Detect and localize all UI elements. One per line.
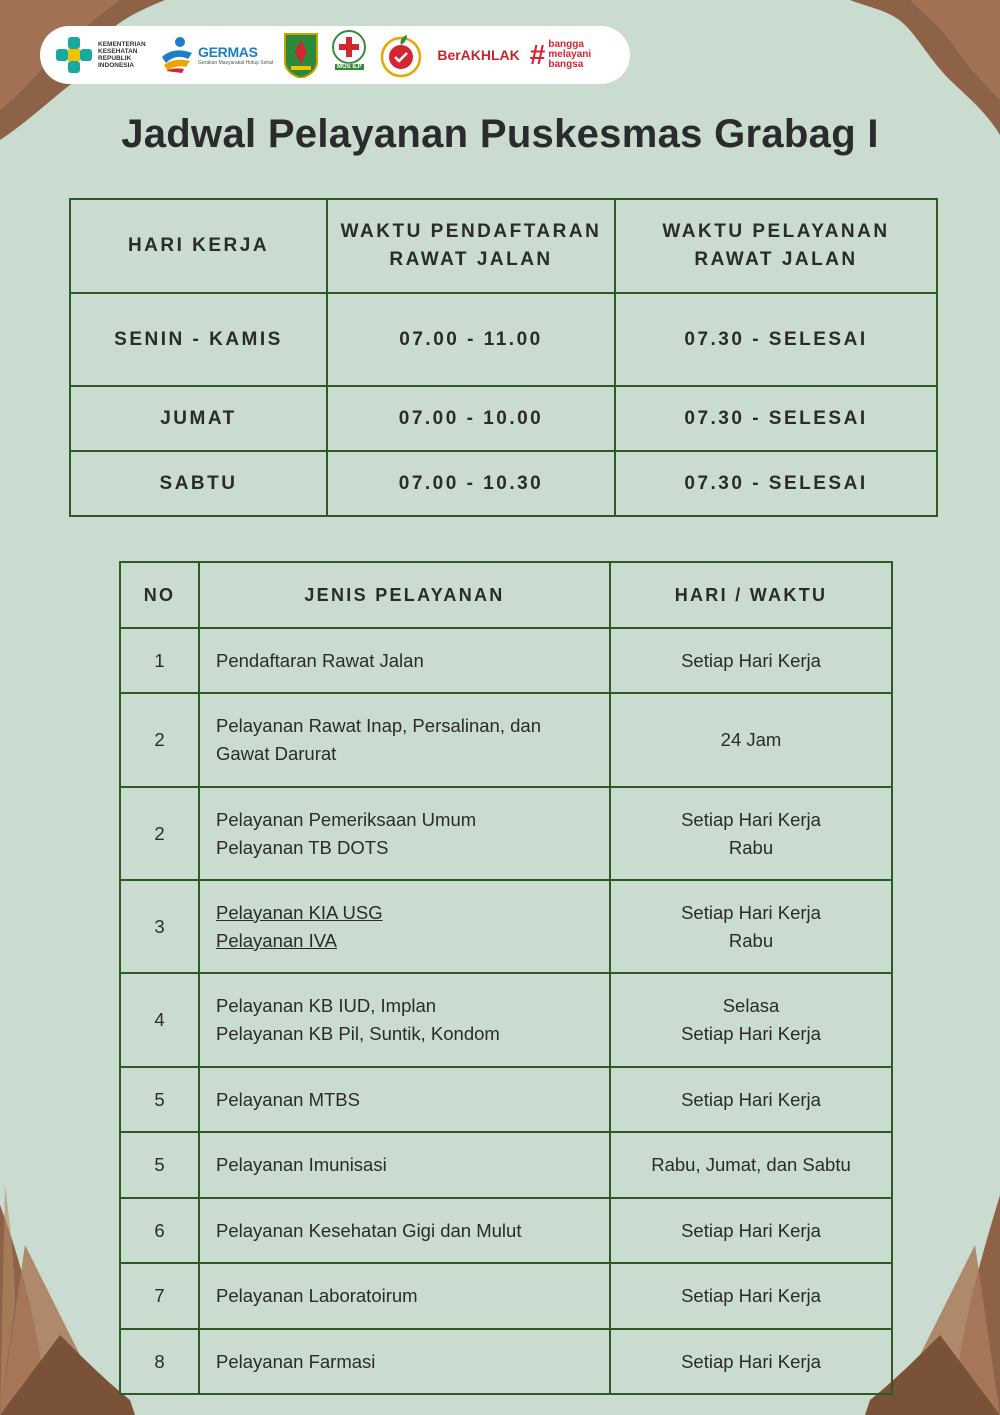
health-cross-icon: [329, 30, 369, 64]
germas-icon: [160, 35, 194, 75]
registration-time-cell: 07.00 - 10.30: [327, 451, 615, 516]
mos-ilp-logo: [329, 30, 369, 80]
column-header: WAKTU PENDAFTARAN RAWAT JALAN: [327, 199, 615, 293]
column-header: HARI / WAKTU: [610, 562, 892, 628]
page-title: Jadwal Pelayanan Puskesmas Grabag I: [121, 112, 879, 156]
service-name: Pelayanan MTBS: [199, 1067, 610, 1132]
bangga-line: melayani: [548, 49, 592, 60]
day-cell: SENIN - KAMIS: [70, 293, 327, 386]
table-header-row: [70, 199, 937, 293]
service-time-cell: 07.30 - SELESAI: [615, 386, 937, 451]
row-number: 5: [120, 1132, 199, 1198]
service-name: [199, 880, 610, 973]
table-header-row: [120, 562, 892, 628]
service-time-cell: 07.30 - SELESAI: [615, 293, 937, 386]
service-schedule: Setiap Hari Kerja: [610, 628, 892, 693]
germas-subtitle: Gerakan Masyarakat Hidup Sehat: [198, 60, 274, 66]
service-name: Pendaftaran Rawat Jalan: [199, 628, 610, 693]
day-cell: JUMAT: [70, 386, 327, 451]
bangga-line: bangsa: [548, 59, 584, 70]
table-row: [120, 1329, 892, 1394]
germas-text: GERMAS: [198, 44, 258, 60]
service-schedule: Setiap Hari Kerja Rabu: [610, 787, 892, 880]
registration-time-cell: 07.00 - 10.00: [327, 386, 615, 451]
logo-bar: [40, 26, 630, 84]
service-schedule: Setiap Hari Kerja: [610, 1329, 892, 1394]
kemenkes-icon: [54, 35, 94, 75]
row-number: 2: [120, 787, 199, 880]
day-cell: SABTU: [70, 451, 327, 516]
berakhlak-text: BerAKHLAK: [437, 47, 520, 63]
service-name: Pelayanan Pemeriksaan Umum Pelayanan TB DOTS: [199, 787, 610, 880]
column-header: HARI KERJA: [70, 199, 327, 293]
row-number: 1: [120, 628, 199, 693]
apple-icon: [379, 32, 423, 78]
service-name: Pelayanan KB IUD, Implan Pelayanan KB Pil, Suntik, Kondom: [199, 973, 610, 1067]
shield-icon: [283, 32, 319, 78]
service-time-cell: 07.30 - SELESAI: [615, 451, 937, 516]
service-schedule: Selasa Setiap Hari Kerja: [610, 973, 892, 1067]
row-number: 3: [120, 880, 199, 973]
kemenkes-text: KEMENTERIAN KESEHATAN REPUBLIK INDONESIA: [98, 41, 146, 69]
table-row: [70, 451, 937, 516]
table-row: [120, 628, 892, 693]
row-number: 6: [120, 1198, 199, 1263]
apple-health-logo: [379, 30, 423, 80]
service-link[interactable]: Pelayanan KIA USG: [216, 901, 383, 923]
service-schedule: 24 Jam: [610, 693, 892, 787]
row-number: 7: [120, 1263, 199, 1329]
column-header: WAKTU PELAYANAN RAWAT JALAN: [615, 199, 937, 293]
table-row: [70, 386, 937, 451]
bangga-line: bangga: [548, 39, 584, 50]
service-name: Pelayanan Rawat Inap, Persalinan, dan Gawat Darurat: [199, 693, 610, 787]
registration-time-cell: 07.00 - 11.00: [327, 293, 615, 386]
service-name: Pelayanan Laboratoirum: [199, 1263, 610, 1329]
column-header: NO: [120, 562, 199, 628]
row-number: 8: [120, 1329, 199, 1394]
bangga-melayani-bangsa-logo: [530, 40, 591, 70]
table-row: [70, 293, 937, 386]
services-table: [119, 561, 893, 1395]
service-name: Pelayanan Kesehatan Gigi dan Mulut: [199, 1198, 610, 1263]
table-row: [120, 1132, 892, 1198]
service-schedule: Setiap Hari Kerja: [610, 1198, 892, 1263]
hash-icon: #: [529, 39, 546, 70]
germas-logo: [160, 30, 273, 80]
service-schedule: Setiap Hari Kerja Rabu: [610, 880, 892, 973]
table-row: [120, 973, 892, 1067]
table-row: [120, 693, 892, 787]
service-schedule: Setiap Hari Kerja: [610, 1263, 892, 1329]
mos-ilp-text: MOS ILP: [336, 64, 362, 70]
row-number: 2: [120, 693, 199, 787]
service-name: Pelayanan Imunisasi: [199, 1132, 610, 1198]
table-row: [120, 787, 892, 880]
table-row: [120, 880, 892, 973]
column-header: JENIS PELAYANAN: [199, 562, 610, 628]
opening-hours-table: [69, 198, 938, 517]
kemenkes-logo: [54, 30, 150, 80]
table-row: [120, 1198, 892, 1263]
table-row: [120, 1067, 892, 1132]
row-number: 5: [120, 1067, 199, 1132]
service-name: Pelayanan Farmasi: [199, 1329, 610, 1394]
row-number: 4: [120, 973, 199, 1067]
magelang-regency-emblem: [283, 30, 319, 80]
table-row: [120, 1263, 892, 1329]
service-schedule: Rabu, Jumat, dan Sabtu: [610, 1132, 892, 1198]
service-link[interactable]: Pelayanan IVA: [216, 929, 338, 951]
service-schedule: Setiap Hari Kerja: [610, 1067, 892, 1132]
berakhlak-logo: [437, 47, 519, 63]
